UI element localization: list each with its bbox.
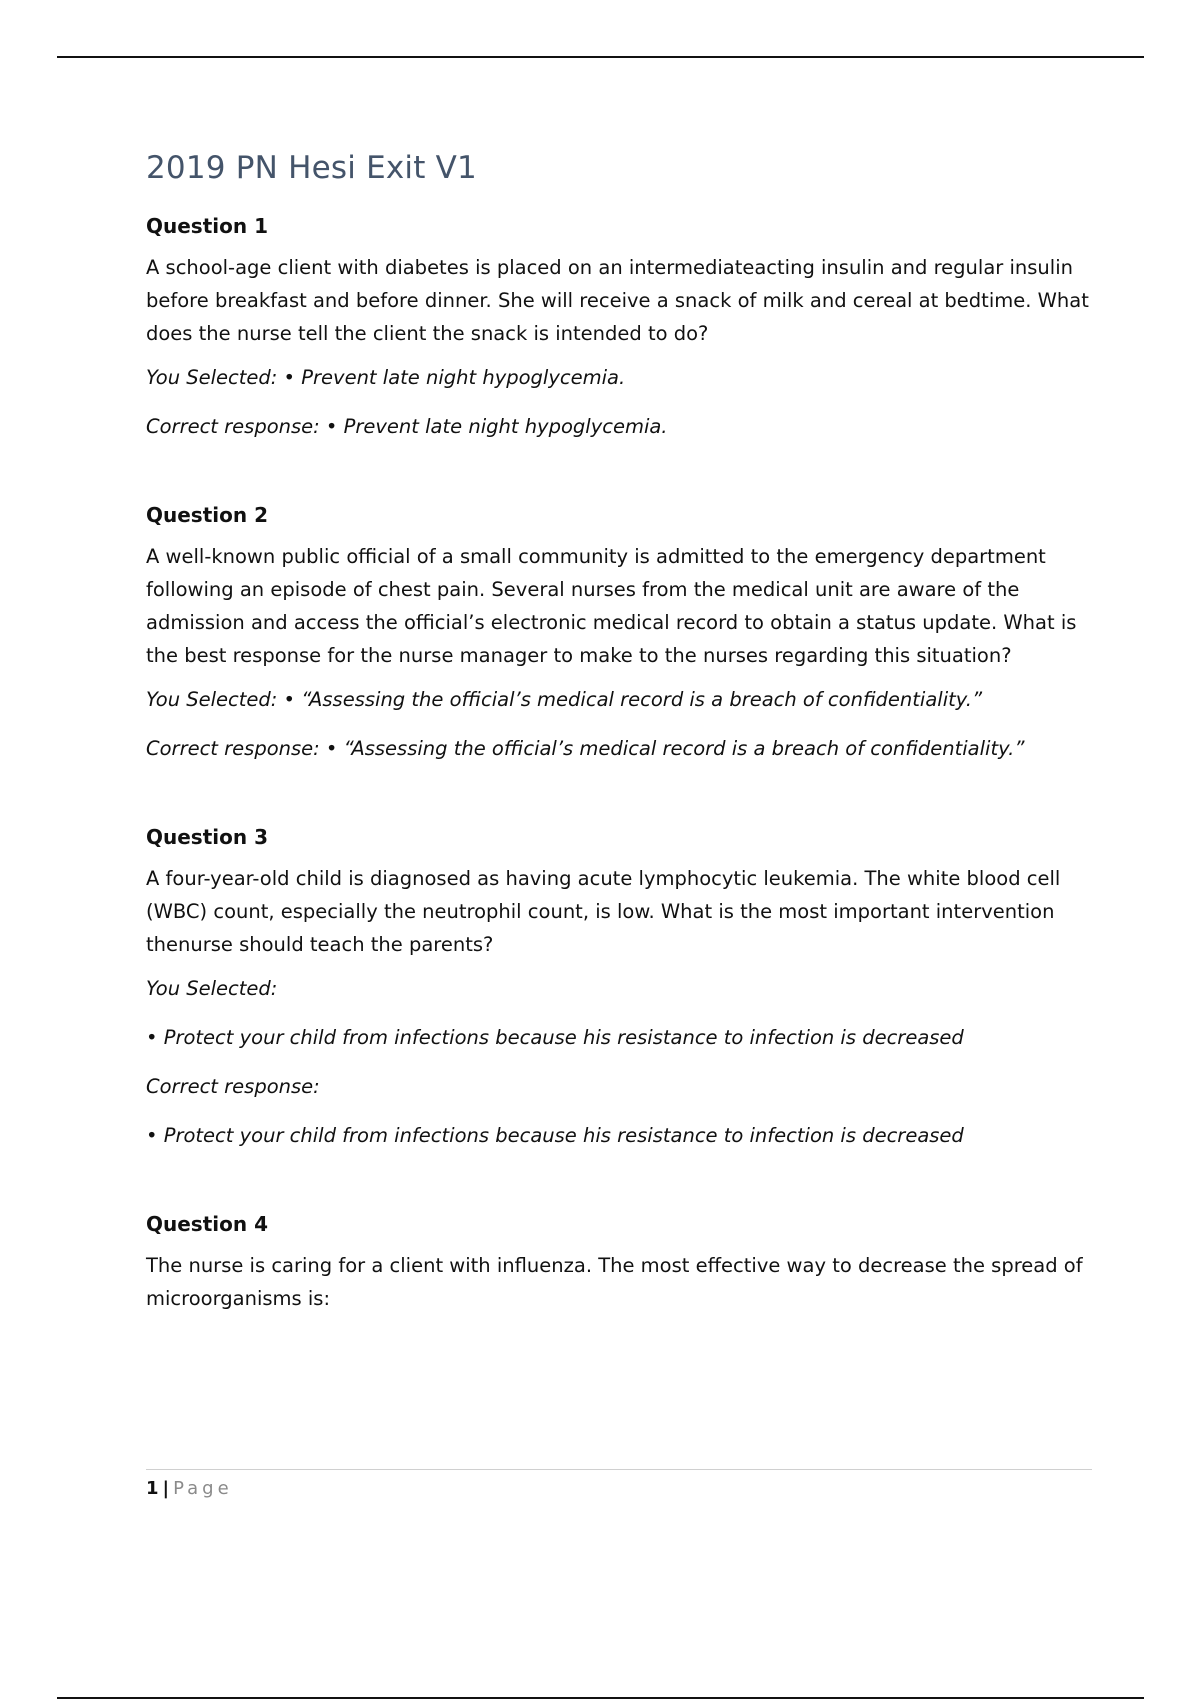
question-block [146, 503, 1096, 765]
page-footer [146, 1469, 1092, 1499]
question-text: A well-known public official of a small community is admitted to the emergency department following an episode of chest pain. Several nurses from the medical unit are aware of the admission and access the official’s electronic medical record to obtain a status update. What is the best response for the nurse manager to make to the nurses regarding this situation? [146, 545, 1077, 667]
page-indicator [146, 1478, 1092, 1499]
question-heading: Question 2 [146, 503, 268, 527]
correct-answer: Correct response: • Prevent late night hypoglycemia. [146, 415, 668, 438]
page-separator: | [162, 1478, 170, 1499]
question-block [146, 214, 1096, 443]
correct-label: Correct response: [146, 1075, 320, 1098]
correct-answer: • Protect your child from infections because his resistance to infection is decreased [146, 1124, 964, 1147]
selected-label: You Selected: [146, 977, 278, 1000]
footer-divider [146, 1469, 1092, 1470]
question-heading: Question 1 [146, 214, 268, 238]
question-heading: Question 3 [146, 825, 268, 849]
question-text: A school-age client with diabetes is placed on an intermediateacting insulin and regular insulin before breakfast and before dinner. She will receive a snack of milk and cereal at bedtime. What does the nurse tell the client the snack is intended to do? [146, 256, 1089, 345]
question-heading: Question 4 [146, 1212, 268, 1236]
bottom-rule [57, 1697, 1144, 1699]
question-block [146, 1212, 1096, 1315]
question-text: The nurse is caring for a client with influenza. The most effective way to decrease the spread of microorganisms is: [146, 1254, 1083, 1310]
question-text: A four-year-old child is diagnosed as having acute lymphocytic leukemia. The white blood cell (WBC) count, especially the neutrophil count, is low. What is the most important intervention thenurse should teach the parents? [146, 867, 1061, 956]
top-rule [57, 56, 1144, 58]
page-number: 1 [146, 1478, 159, 1499]
correct-answer: Correct response: • “Assessing the official’s medical record is a breach of confidentiality.” [146, 737, 1025, 760]
selected-answer: • Protect your child from infections because his resistance to infection is decreased [146, 1026, 964, 1049]
question-block [146, 825, 1096, 1152]
document-page [146, 140, 1096, 1326]
document-title: 2019 PN Hesi Exit V1 [146, 150, 477, 186]
selected-answer: You Selected: • Prevent late night hypoglycemia. [146, 366, 626, 389]
page-word: Page [173, 1478, 233, 1499]
selected-answer: You Selected: • “Assessing the official’s medical record is a breach of confidentiality.” [146, 688, 983, 711]
